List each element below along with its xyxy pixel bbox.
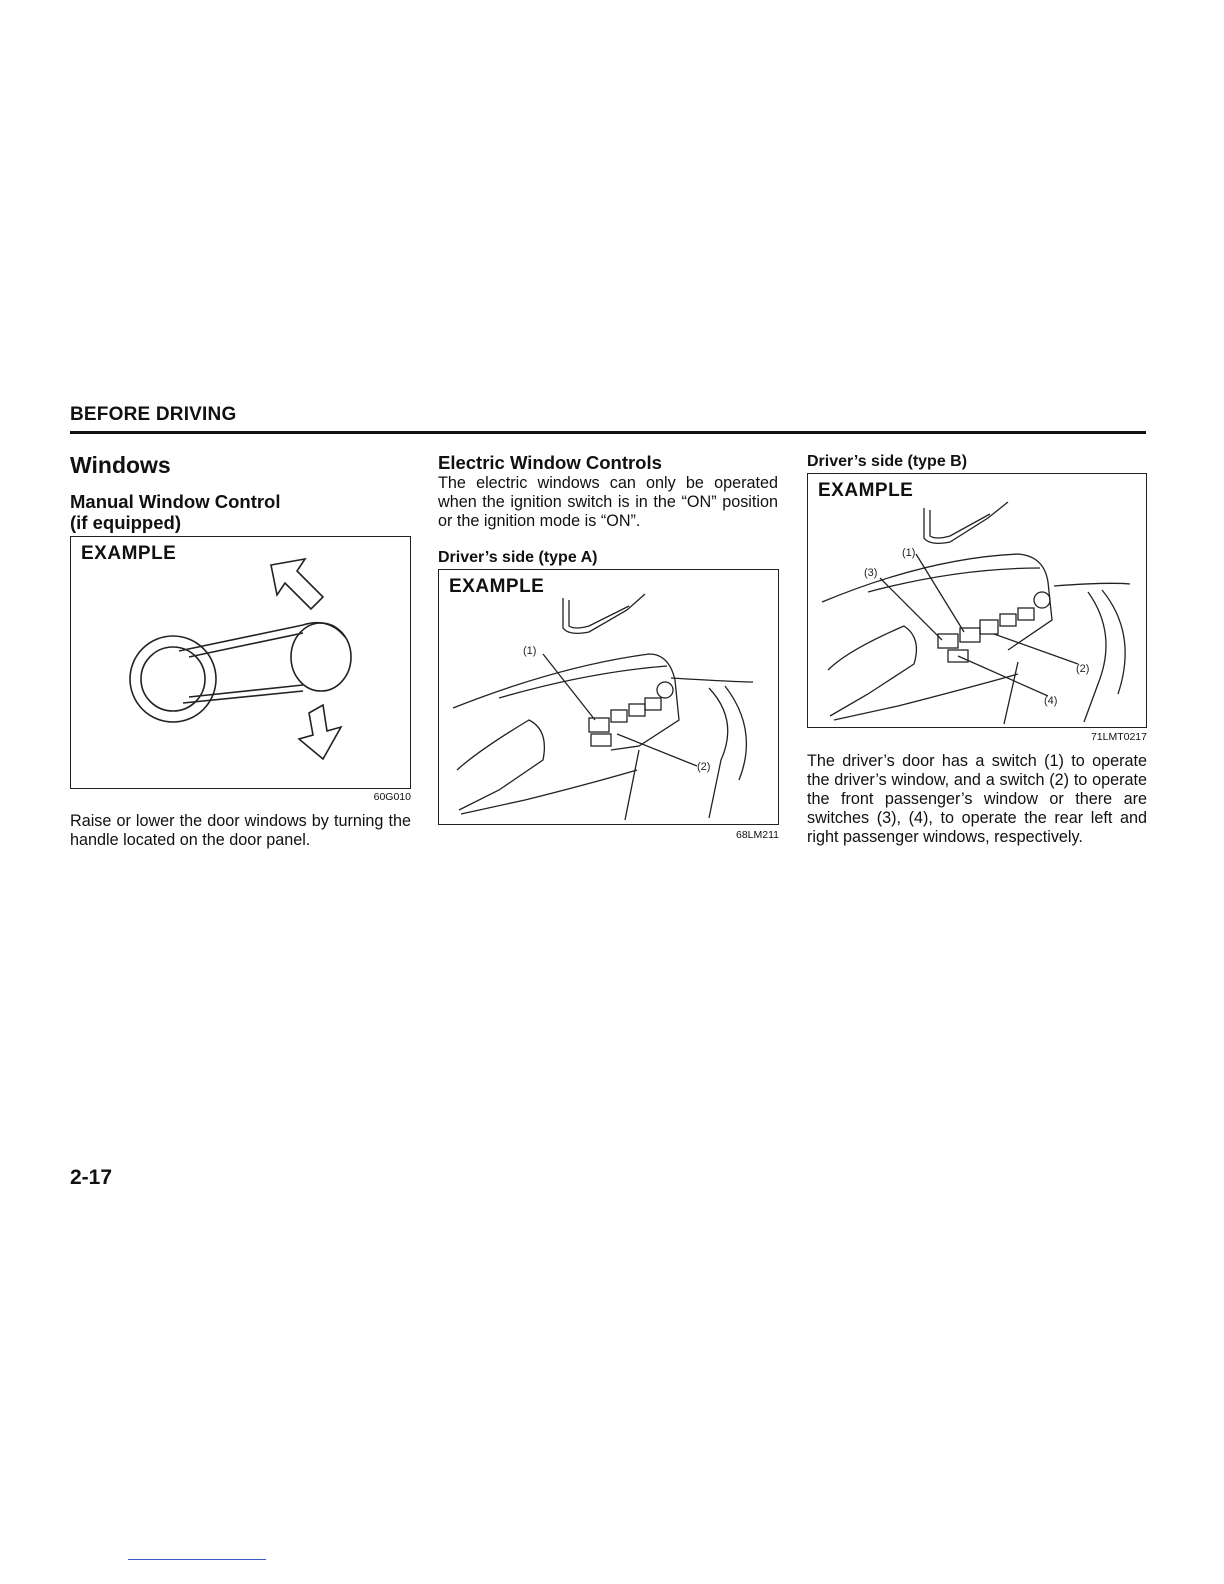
figure-example-label: EXAMPLE [818, 480, 914, 501]
manual-window-description: Raise or lower the door windows by turning the handle located on the door panel. [70, 812, 411, 849]
footer-link-underline [128, 1559, 266, 1560]
callout-2: (2) [697, 761, 711, 773]
door-panel-switch-icon [808, 474, 1145, 726]
type-b-description: The driver’s door has a switch (1) to operate the driver’s window, and a switch (2) to operate the front passenger’s window or there are switches (3), (4), to operate the rear left and right passenger windows, respectively. [807, 752, 1147, 846]
figure-example-label: EXAMPLE [449, 576, 545, 597]
figure-example-label: EXAMPLE [81, 543, 177, 564]
callout-2: (2) [1076, 663, 1090, 675]
manual-window-heading-note: (if equipped) [70, 512, 181, 533]
type-b-heading: Driver’s side (type B) [807, 453, 968, 470]
page-number: 2-17 [70, 1166, 113, 1189]
switch-4 [980, 620, 998, 634]
crank-base-outer [130, 636, 216, 722]
arrow-down-right-icon [299, 705, 341, 759]
type-b-figure [807, 473, 1147, 728]
type-a-figure [438, 569, 779, 825]
callout-4: (4) [1044, 695, 1058, 707]
window-crank-handle-icon [71, 537, 409, 787]
callout-1: (1) [523, 645, 537, 657]
callout-3: (3) [864, 567, 878, 579]
page-title: Windows [70, 452, 171, 478]
door-panel-switch-icon [439, 570, 777, 823]
figure-code: 68LM211 [735, 829, 779, 841]
manual-window-heading: Manual Window Control [70, 491, 281, 512]
electric-window-description: The electric windows can only be operated when the ignition switch is in the “ON” position or the ignition mode is “ON”. [438, 474, 778, 530]
switch-3 [938, 634, 958, 648]
figure-code: 60G010 [373, 791, 411, 803]
header-rule [70, 431, 1146, 434]
manual-window-figure [70, 536, 411, 789]
section-header: BEFORE DRIVING [70, 404, 237, 425]
figure-code: 71LMT0217 [1090, 731, 1147, 743]
switch-1 [589, 718, 609, 732]
arrow-up-left-icon [271, 559, 323, 609]
callout-1: (1) [902, 547, 916, 559]
type-a-heading: Driver’s side (type A) [438, 549, 598, 566]
electric-window-heading: Electric Window Controls [438, 452, 662, 473]
